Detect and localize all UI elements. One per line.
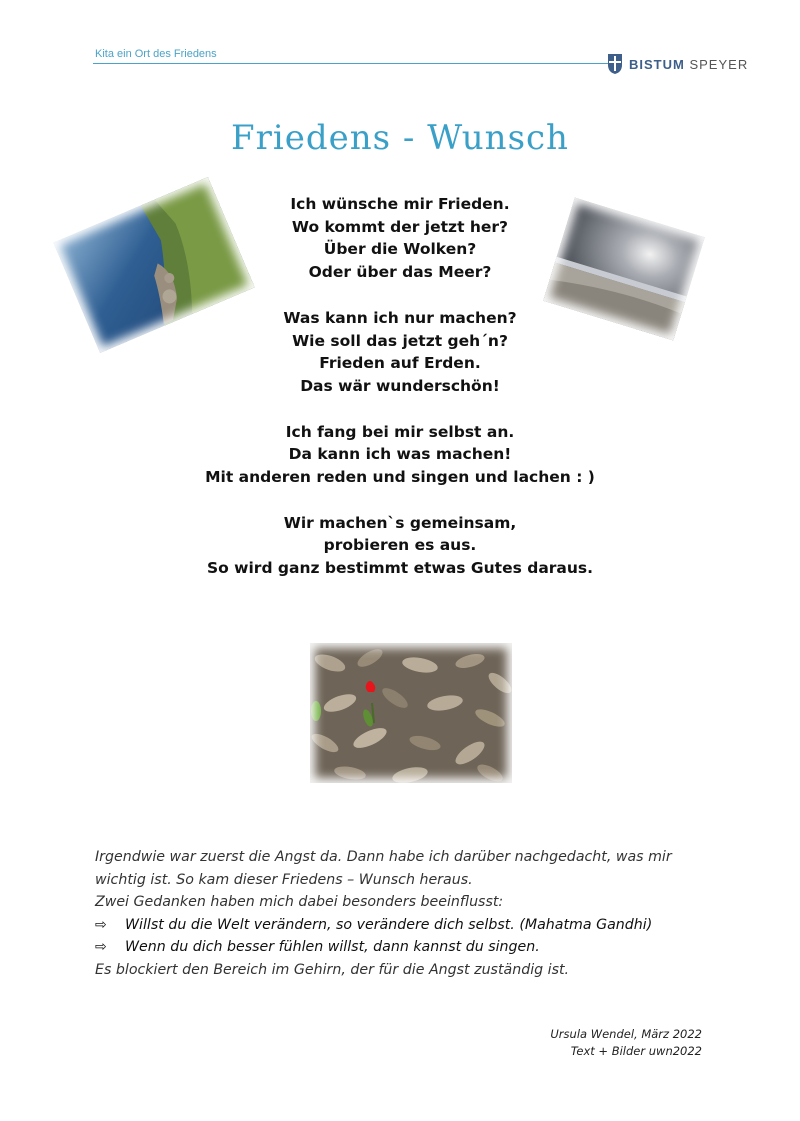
poem-line: Wie soll das jetzt geh´n? <box>292 331 508 350</box>
bistum-speyer-logo <box>607 53 748 75</box>
poem-line: Wo kommt der jetzt her? <box>291 217 509 236</box>
poem-stanza <box>150 193 650 284</box>
reflection-text <box>95 846 715 982</box>
poem-stanza <box>150 307 650 398</box>
poem-line: Da kann ich was machen! <box>288 445 512 464</box>
poem-line: Das wär wunderschön! <box>300 376 500 395</box>
reflection-line: wichtig ist. So kam dieser Friedens – Wunsch heraus. <box>95 871 473 888</box>
page-title: Friedens - Wunsch <box>231 118 569 158</box>
poem-line: Frieden auf Erden. <box>319 354 481 373</box>
logo-word-bistum: BISTUM <box>629 56 685 72</box>
header-document-label: Kita ein Ort des Friedens <box>95 48 217 60</box>
poem-line: Mit anderen reden und singen und lachen : ) <box>205 468 595 487</box>
poem-line: probieren es aus. <box>323 536 477 555</box>
reflection-line: Zwei Gedanken haben mich dabei besonders beeinflusst: <box>95 894 504 911</box>
tulip-in-leaves-photo <box>310 643 512 783</box>
signature-author: Ursula Wendel, März 2022 <box>550 1027 702 1041</box>
poem-line: Ich fang bei mir selbst an. <box>285 422 515 441</box>
poem-line: Oder über das Meer? <box>308 263 492 282</box>
poem-line: So wird ganz bestimmt etwas Gutes daraus. <box>206 559 594 578</box>
quote-item <box>95 914 715 937</box>
quote-text: Wenn du dich besser fühlen willst, dann kannst du singen. <box>125 939 540 956</box>
poem <box>150 193 650 603</box>
poem-line: Ich wünsche mir Frieden. <box>290 195 510 213</box>
poem-stanza <box>150 421 650 489</box>
poem-line: Über die Wolken? <box>323 240 477 259</box>
signature-credit: Text + Bilder uwn2022 <box>570 1044 702 1058</box>
logo-word-speyer: SPEYER <box>689 56 749 72</box>
poem-line: Was kann ich nur machen? <box>283 308 517 327</box>
quote-item <box>95 936 715 959</box>
arrow-right-icon: ⇨ <box>95 916 107 933</box>
arrow-right-icon: ⇨ <box>95 939 107 956</box>
poem-stanza <box>150 512 650 580</box>
poem-line: Wir machen`s gemeinsam, <box>283 513 517 532</box>
reflection-line: Irgendwie war zuerst die Angst da. Dann habe ich darüber nachgedacht, was mir <box>95 849 672 865</box>
reflection-line: Es blockiert den Bereich im Gehirn, der für die Angst zuständig ist. <box>95 961 570 978</box>
header-divider <box>93 63 613 64</box>
signature <box>550 1026 702 1060</box>
shield-cross-icon <box>607 53 623 75</box>
quote-text: Willst du die Welt verändern, so verändere dich selbst. (Mahatma Gandhi) <box>125 916 653 933</box>
